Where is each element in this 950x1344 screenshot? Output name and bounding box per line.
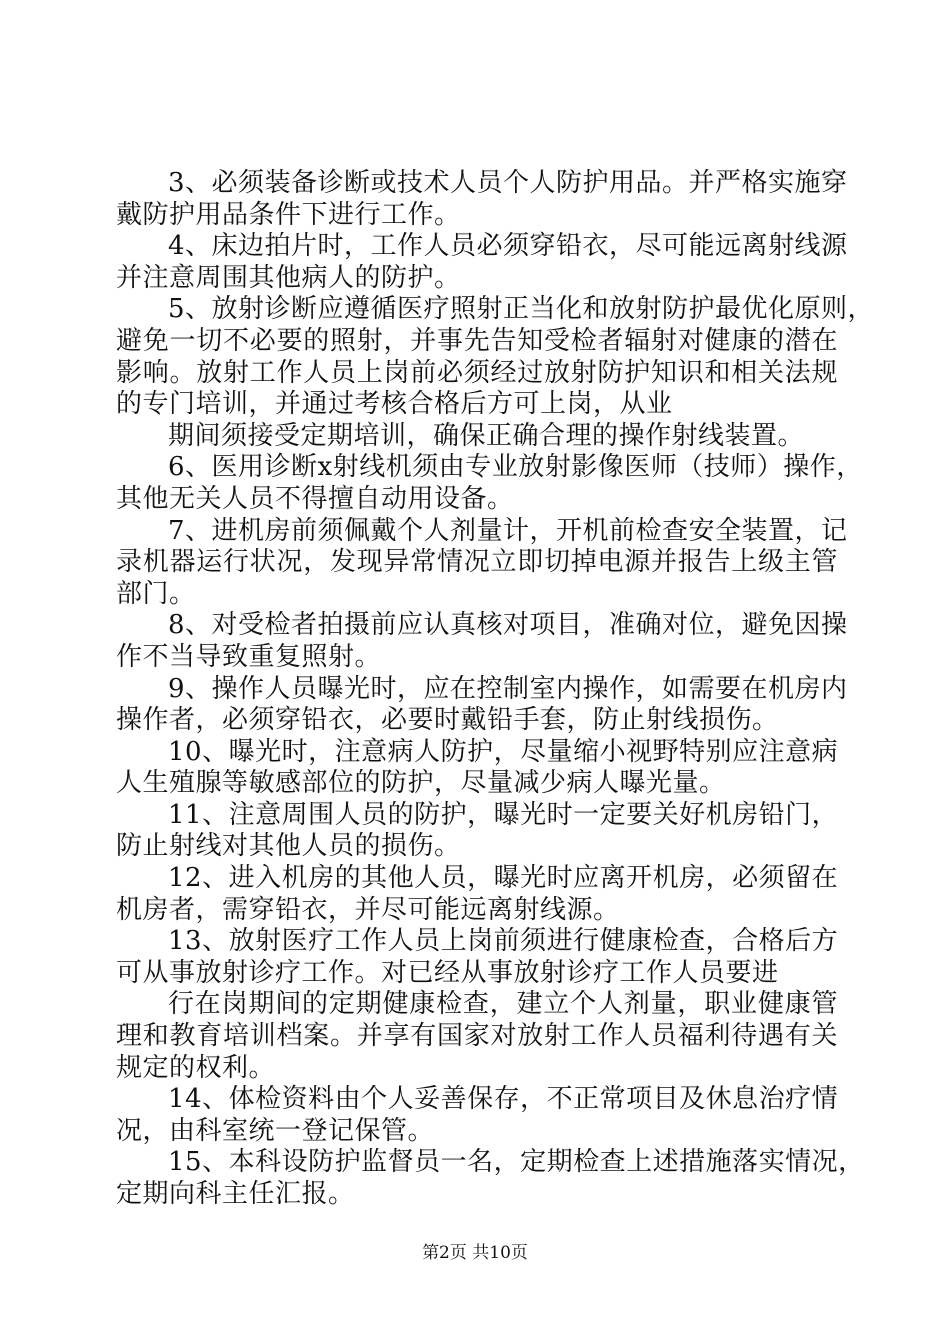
text-line: 8、对受检者拍摄前应认真核对项目，准确对位，避免因操 [168,610,848,641]
text-line: 15、本科设防护监督员一名，定期检查上述措施落实情况， [168,1147,865,1178]
text-line: 机房者，需穿铅衣，并尽可能远离射线源。 [116,894,620,925]
text-line: 录机器运行状况，发现异常情况立即切掉电源并报告上级主管 [116,547,838,578]
text-line: 影响。放射工作人员上岗前必须经过放射防护知识和相关法规 [116,357,838,388]
text-line: 作不当导致重复照射。 [116,641,382,672]
page-footer [0,1242,950,1264]
text-line: 期间须接受定期培训，确保正确合理的操作射线装置。 [168,420,805,451]
text-line: 14、体检资料由个人妥善保存，不正常项目及休息治疗情 [168,1084,839,1115]
text-line: 7、进机房前须佩戴个人剂量计，开机前检查安全装置，记 [168,515,848,546]
text-line: 并注意周围其他病人的防护。 [116,262,461,293]
text-line: 4、床边拍片时，工作人员必须穿铅衣，尽可能远离射线源 [168,231,848,262]
document-body [116,168,875,1211]
text-line: 其他无关人员不得擅自动用设备。 [116,483,514,514]
text-line: 部门。 [116,578,196,609]
text-line: 12、进入机房的其他人员，曝光时应离开机房，必须留在 [168,863,839,894]
text-line: 可从事放射诊疗工作。对已经从事放射诊疗工作人员要进 [116,957,779,988]
text-line: 行在岗期间的定期健康检查，建立个人剂量，职业健康管 [168,989,838,1020]
text-line: 3、必须装备诊断或技术人员个人防护用品。并严格实施穿 [168,168,848,198]
text-line: 况，由科室统一登记保管。 [116,1115,435,1146]
text-line: 戴防护用品条件下进行工作。 [116,199,461,230]
text-line: 避免一切不必要的照射，并事先告知受检者辐射对健康的潜在 [116,325,838,356]
text-line: 规定的权利。 [116,1052,276,1083]
text-line: 的专门培训，并通过考核合格后方可上岗，从业 [116,389,673,420]
text-line: 人生殖腺等敏感部位的防护，尽量减少病人曝光量。 [116,768,726,799]
text-line: 5、放射诊断应遵循医疗照射正当化和放射防护最优化原则， [168,294,875,325]
text-line: 10、曝光时，注意病人防护，尽量缩小视野特别应注意病 [168,736,839,767]
text-line: 6、医用诊断x射线机须由专业放射影像医师（技师）操作， [168,452,863,483]
text-line: 9、操作人员曝光时，应在控制室内操作，如需要在机房内 [168,673,848,704]
text-line: 定期向科主任汇报。 [116,1179,355,1209]
text-line: 防止射线对其他人员的损伤。 [116,831,461,862]
text-line: 操作者，必须穿铅衣，必要时戴铅手套，防止射线损伤。 [116,705,779,736]
page-number-label: 第2页 共10页 [422,1243,528,1263]
text-line: 13、放射医疗工作人员上岗前须进行健康检查，合格后方 [168,926,839,957]
text-line: 11、注意周围人员的防护，曝光时一定要关好机房铅门， [168,799,839,830]
text-line: 理和教育培训档案。并享有国家对放射工作人员福利待遇有关 [116,1021,838,1052]
